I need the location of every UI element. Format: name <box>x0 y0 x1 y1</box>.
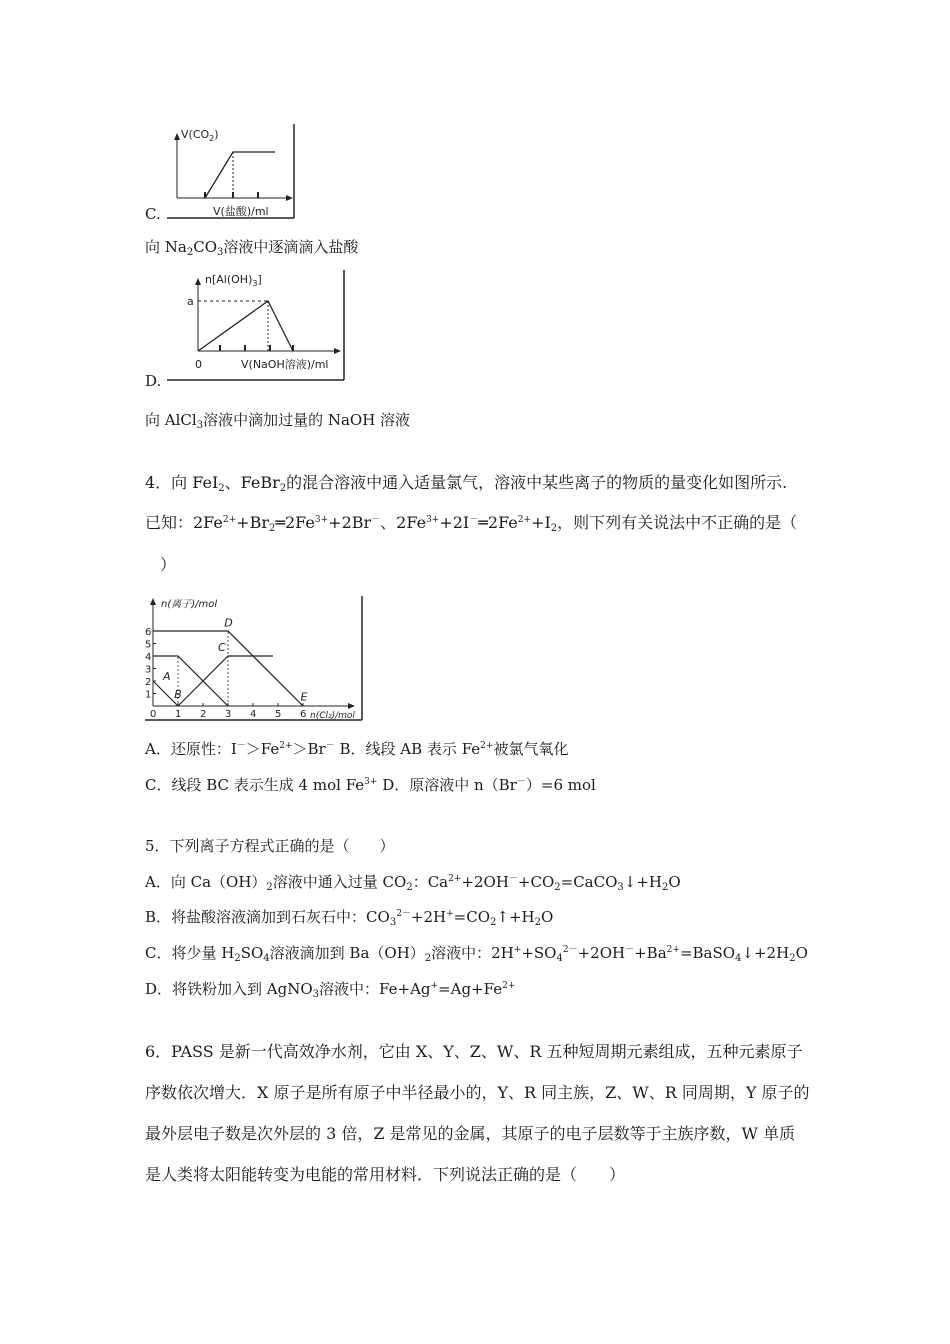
graph-c-y-arrow <box>174 133 180 140</box>
graph-c <box>165 122 305 222</box>
q4-chart-series-2 <box>178 656 273 706</box>
q4-chart-y-tick-label: 3 <box>145 664 152 676</box>
q4-chart-x-tick-label: 1 <box>175 709 182 720</box>
q4-chart-x-tick-label: 4 <box>250 709 257 720</box>
graph-d-y-tick-a: a <box>187 295 194 308</box>
q5-option-d: D．将铁粉加入到 AgNO$_3$溶液中：$Fe+Ag^+=Ag+Fe^{2+}$ <box>145 980 516 1000</box>
q4-options-cd: C．线段 BC 表示生成 4 mol $Fe^{3+}$ D．原溶液中 n（Br－）=6 mol <box>145 776 596 794</box>
q4-chart-point-label-d: D <box>224 616 233 630</box>
q4-chart-y-arrow <box>150 598 156 605</box>
graph-d-x-label: V(NaOH溶液)/ml <box>241 358 329 371</box>
q4-chart-point-label-c: C <box>218 641 226 654</box>
q4-chart-y-label: n(离子)/mol <box>161 599 218 610</box>
q3-option-c-label: C. <box>145 205 161 223</box>
q4-stem-line1: 4．向 FeI$_2$、FeBr$_2$的混合溶液中通入适量氯气，溶液中某些离子的物质的量变化如图所示. <box>145 473 788 494</box>
q5-option-b: B．将盐酸溶液滴加到石灰石中：$CO_3^{2-}+2H^+=CO_2↑+H_2O$ <box>145 908 554 928</box>
q4-stem-line2: 已知：$2Fe^{2+}+Br_2═2Fe^{3+}+2Br^-$、$2Fe^{3+}+2I^-═2Fe^{2+}+I_2$，则下列有关说法中不正确的是（ <box>145 513 798 534</box>
q6-line4: 是人类将太阳能转变为电能的常用材料．下列说法正确的是（ ） <box>145 1165 626 1184</box>
q4-chart-point-label-a: A <box>163 669 171 683</box>
graph-c-y-label: $V(CO_2)$ <box>181 128 219 143</box>
q4-ion-chart <box>143 594 368 724</box>
graph-d-origin: 0 <box>195 358 202 371</box>
q3-option-d-label: D. <box>145 372 162 390</box>
q3-option-c-caption: 向 $Na_2CO_3$溶液中逐滴滴入盐酸 <box>145 238 359 258</box>
q5-option-a: A．向 $Ca(OH)_2$溶液中通入过量 $CO_2$：$Ca^{2+}+2OH^-+CO_2=CaCO_3↓+H_2O$ <box>145 873 681 893</box>
q4-chart-x-label: n(Cl₂)/mol <box>310 711 355 721</box>
graph-c-x-arrow <box>286 195 293 201</box>
q6-line2: 序数依次增大．X 原子是所有原子中半径最小的，Y、R 同主族，Z、W、R 同周期，Y 原子的 <box>145 1083 810 1102</box>
q4-chart-x-tick-label: 3 <box>225 709 232 720</box>
q4-chart-point-label-b: B <box>174 687 182 701</box>
q4-chart-y-tick-label: 4 <box>145 652 152 663</box>
q4-chart-y-tick-label: 5 <box>145 639 152 651</box>
q4-chart-x-arrow <box>348 703 355 709</box>
graph-d <box>165 268 350 386</box>
q4-chart-y-tick-label: 1 <box>145 689 152 701</box>
q4-chart-point-label-e: E <box>300 690 308 704</box>
q5-option-c: C．将少量 $H_2SO_4$溶液滴加到 $Ba(OH)_2$溶液中：$2H^++SO_4^{2-}+2OH^-+Ba^{2+}=BaSO_4↓+2H_2O$ <box>145 944 808 964</box>
graph-d-x-arrow <box>334 348 341 354</box>
q4-chart-y-tick-label: 2 <box>145 677 152 688</box>
graph-d-y-label: $n[Al(OH)_3]$ <box>205 273 262 288</box>
graph-d-y-arrow <box>195 278 201 285</box>
graph-c-curve <box>205 152 275 198</box>
q4-chart-x-tick-label: 5 <box>275 709 282 720</box>
q5-stem: 5．下列离子方程式正确的是（ ） <box>145 837 395 855</box>
graph-d-curve <box>198 301 293 351</box>
q4-chart-x-tick-label: 0 <box>150 709 157 720</box>
q4-options-ab: A．还原性：$I^->Fe^{2+}>Br^-$ B．线段 AB 表示 $Fe^{2+}$被氯气氧化 <box>145 740 569 758</box>
q4-chart-x-tick-label: 6 <box>300 709 307 720</box>
q4-chart-x-tick-label: 2 <box>200 709 207 720</box>
q3-option-d-caption: 向 AlCl$_3$溶液中滴加过量的 NaOH 溶液 <box>145 411 411 431</box>
graph-c-x-label: V(盐酸)/ml <box>213 205 269 218</box>
q4-stem-line3: ） <box>160 555 177 574</box>
q6-line1: 6．PASS 是新一代高效净水剂，它由 X、Y、Z、W、R 五种短周期元素组成，五种元素原子 <box>145 1042 803 1061</box>
q4-chart-y-tick-label: 6 <box>145 627 152 638</box>
q6-line3: 最外层电子数是次外层的 3 倍，Z 是常见的金属，其原子的电子层数等于主族序数，W 单质 <box>145 1124 796 1143</box>
